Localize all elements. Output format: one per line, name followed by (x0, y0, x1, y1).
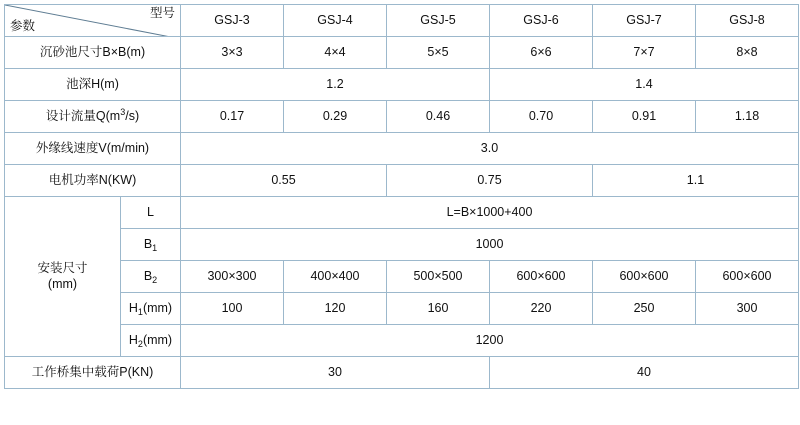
cell-bridge-load-group2: 40 (490, 357, 799, 389)
cell-bridge-load-group1: 30 (181, 357, 490, 389)
table-row (5, 261, 799, 293)
cell-motor-power-group1: 0.55 (181, 165, 387, 197)
row-label-basin-size: 沉砂池尺寸B×B(m) (5, 37, 181, 69)
sub-row-label-B1: $B_1$ (121, 229, 181, 261)
cell-basin-size-gsj7: 7×7 (593, 37, 696, 69)
column-header-gsj5: GSJ-5 (387, 5, 490, 37)
sub-row-label-H2: $H_2(mm)$ (121, 325, 181, 357)
cell-basin-size-gsj3: 3×3 (181, 37, 284, 69)
header-model-label: 型号 (149, 6, 175, 20)
cell-basin-size-gsj4: 4×4 (284, 37, 387, 69)
cell-H1-gsj6: 220 (490, 293, 593, 325)
table-row (5, 133, 799, 165)
sub-row-label-B2: $B_2$ (121, 261, 181, 293)
cell-basin-depth-group1: 1.2 (181, 69, 490, 101)
cell-motor-power-group2: 0.75 (387, 165, 593, 197)
column-header-gsj6: GSJ-6 (490, 5, 593, 37)
cell-motor-power-group3: 1.1 (593, 165, 799, 197)
table-row (5, 357, 799, 389)
table-row (5, 293, 799, 325)
table-row (5, 37, 799, 69)
cell-L-all: L=B×1000+400 (181, 197, 799, 229)
column-header-gsj4: GSJ-4 (284, 5, 387, 37)
table-row (5, 229, 799, 261)
table-row (5, 197, 799, 229)
cell-design-flow-gsj3: 0.17 (181, 101, 284, 133)
header-param-label: 参数 (10, 19, 36, 34)
row-label-design-flow: 设计流量$Q(m^3/s)$ (5, 101, 181, 133)
cell-design-flow-gsj7: 0.91 (593, 101, 696, 133)
table-header-row (5, 5, 799, 37)
install-dimensions-line1: 安装尺寸 (37, 260, 88, 275)
cell-H2-all: 1200 (181, 325, 799, 357)
table-row (5, 165, 799, 197)
column-header-gsj7: GSJ-7 (593, 5, 696, 37)
cell-B1-all: 1000 (181, 229, 799, 261)
cell-basin-size-gsj5: 5×5 (387, 37, 490, 69)
cell-peripheral-speed-all: 3.0 (181, 133, 799, 165)
table-row (5, 325, 799, 357)
row-label-motor-power: 电机功率N(KW) (5, 165, 181, 197)
cell-basin-depth-group2: 1.4 (490, 69, 799, 101)
row-label-basin-depth: 池深H(m) (5, 69, 181, 101)
cell-H1-gsj3: 100 (181, 293, 284, 325)
cell-design-flow-gsj5: 0.46 (387, 101, 490, 133)
cell-H1-gsj4: 120 (284, 293, 387, 325)
cell-B2-gsj4: 400×400 (284, 261, 387, 293)
header-corner-cell (5, 5, 181, 37)
cell-H1-gsj5: 160 (387, 293, 490, 325)
cell-design-flow-gsj6: 0.70 (490, 101, 593, 133)
cell-B2-gsj5: 500×500 (387, 261, 490, 293)
specification-table (4, 4, 799, 389)
column-header-gsj3: GSJ-3 (181, 5, 284, 37)
cell-B2-gsj8: 600×600 (696, 261, 799, 293)
sub-row-label-L: L (121, 197, 181, 229)
sub-row-label-H1: $H_1(mm)$ (121, 293, 181, 325)
cell-design-flow-gsj8: 1.18 (696, 101, 799, 133)
row-label-install-dimensions (5, 197, 121, 357)
cell-basin-size-gsj6: 6×6 (490, 37, 593, 69)
table-row (5, 101, 799, 133)
column-header-gsj8: GSJ-8 (696, 5, 799, 37)
row-label-bridge-load: 工作桥集中载荷P(KN) (5, 357, 181, 389)
cell-basin-size-gsj8: 8×8 (696, 37, 799, 69)
cell-design-flow-gsj4: 0.29 (284, 101, 387, 133)
cell-B2-gsj7: 600×600 (593, 261, 696, 293)
cell-H1-gsj8: 300 (696, 293, 799, 325)
cell-H1-gsj7: 250 (593, 293, 696, 325)
cell-B2-gsj6: 600×600 (490, 261, 593, 293)
cell-B2-gsj3: 300×300 (181, 261, 284, 293)
table-row (5, 69, 799, 101)
row-label-peripheral-speed: 外缘线速度V(m/min) (5, 133, 181, 165)
install-dimensions-line2: (mm) (47, 276, 78, 291)
